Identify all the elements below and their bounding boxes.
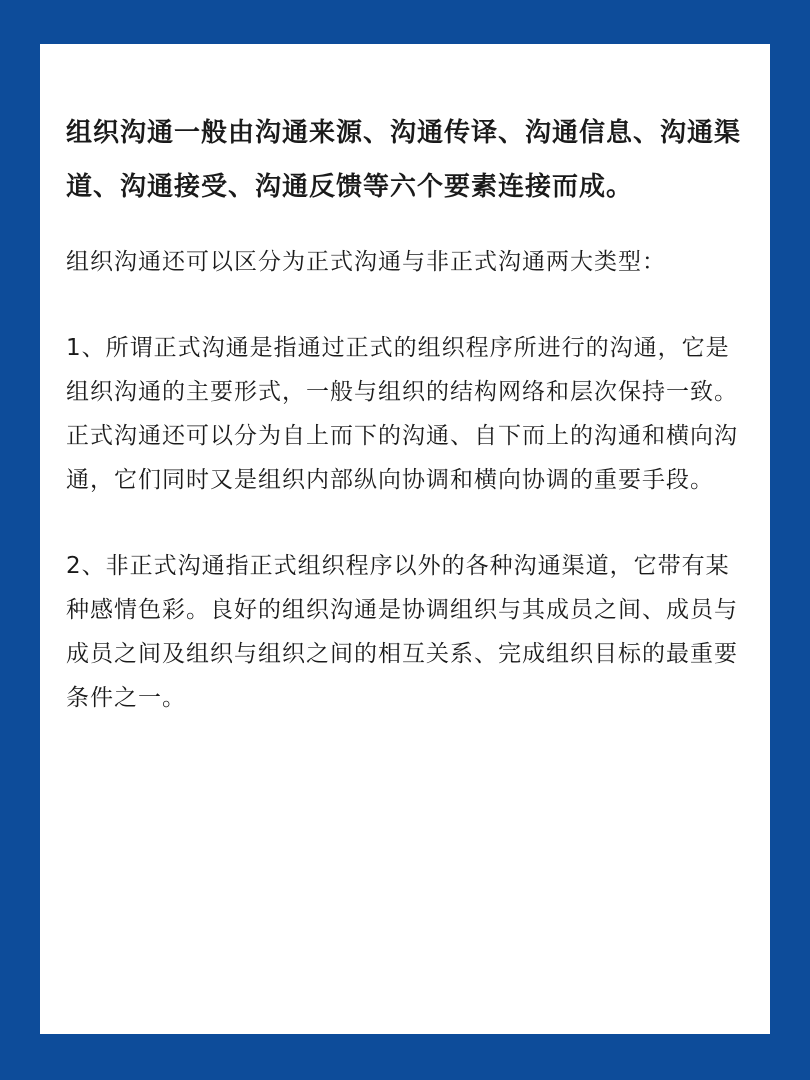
paragraph-intro: 组织沟通还可以区分为正式沟通与非正式沟通两大类型：: [66, 249, 666, 275]
paragraph-informal: 2、非正式沟通指正式组织程序以外的各种沟通渠道，它带有某种感情色彩。良好的组织沟通是协调组织与其成员之间、成员与成员之间及组织与组织之间的相互关系、完成组织目标的最重要条件之一。: [66, 553, 738, 711]
content-card: [40, 44, 770, 1034]
paragraph-formal: 1、所谓正式沟通是指通过正式的组织程序所进行的沟通，它是组织沟通的主要形式，一般与组织的结构网络和层次保持一致。正式沟通还可以分为自上而下的沟通、自下而上的沟通和横向沟通，它们同时又是组织内部纵向协调和横向协调的重要手段。: [66, 335, 738, 493]
article-heading: 组织沟通一般由沟通来源、沟通传译、沟通信息、沟通渠道、沟通接受、沟通反馈等六个要素连接而成。: [66, 118, 742, 202]
article-body: [66, 106, 746, 762]
